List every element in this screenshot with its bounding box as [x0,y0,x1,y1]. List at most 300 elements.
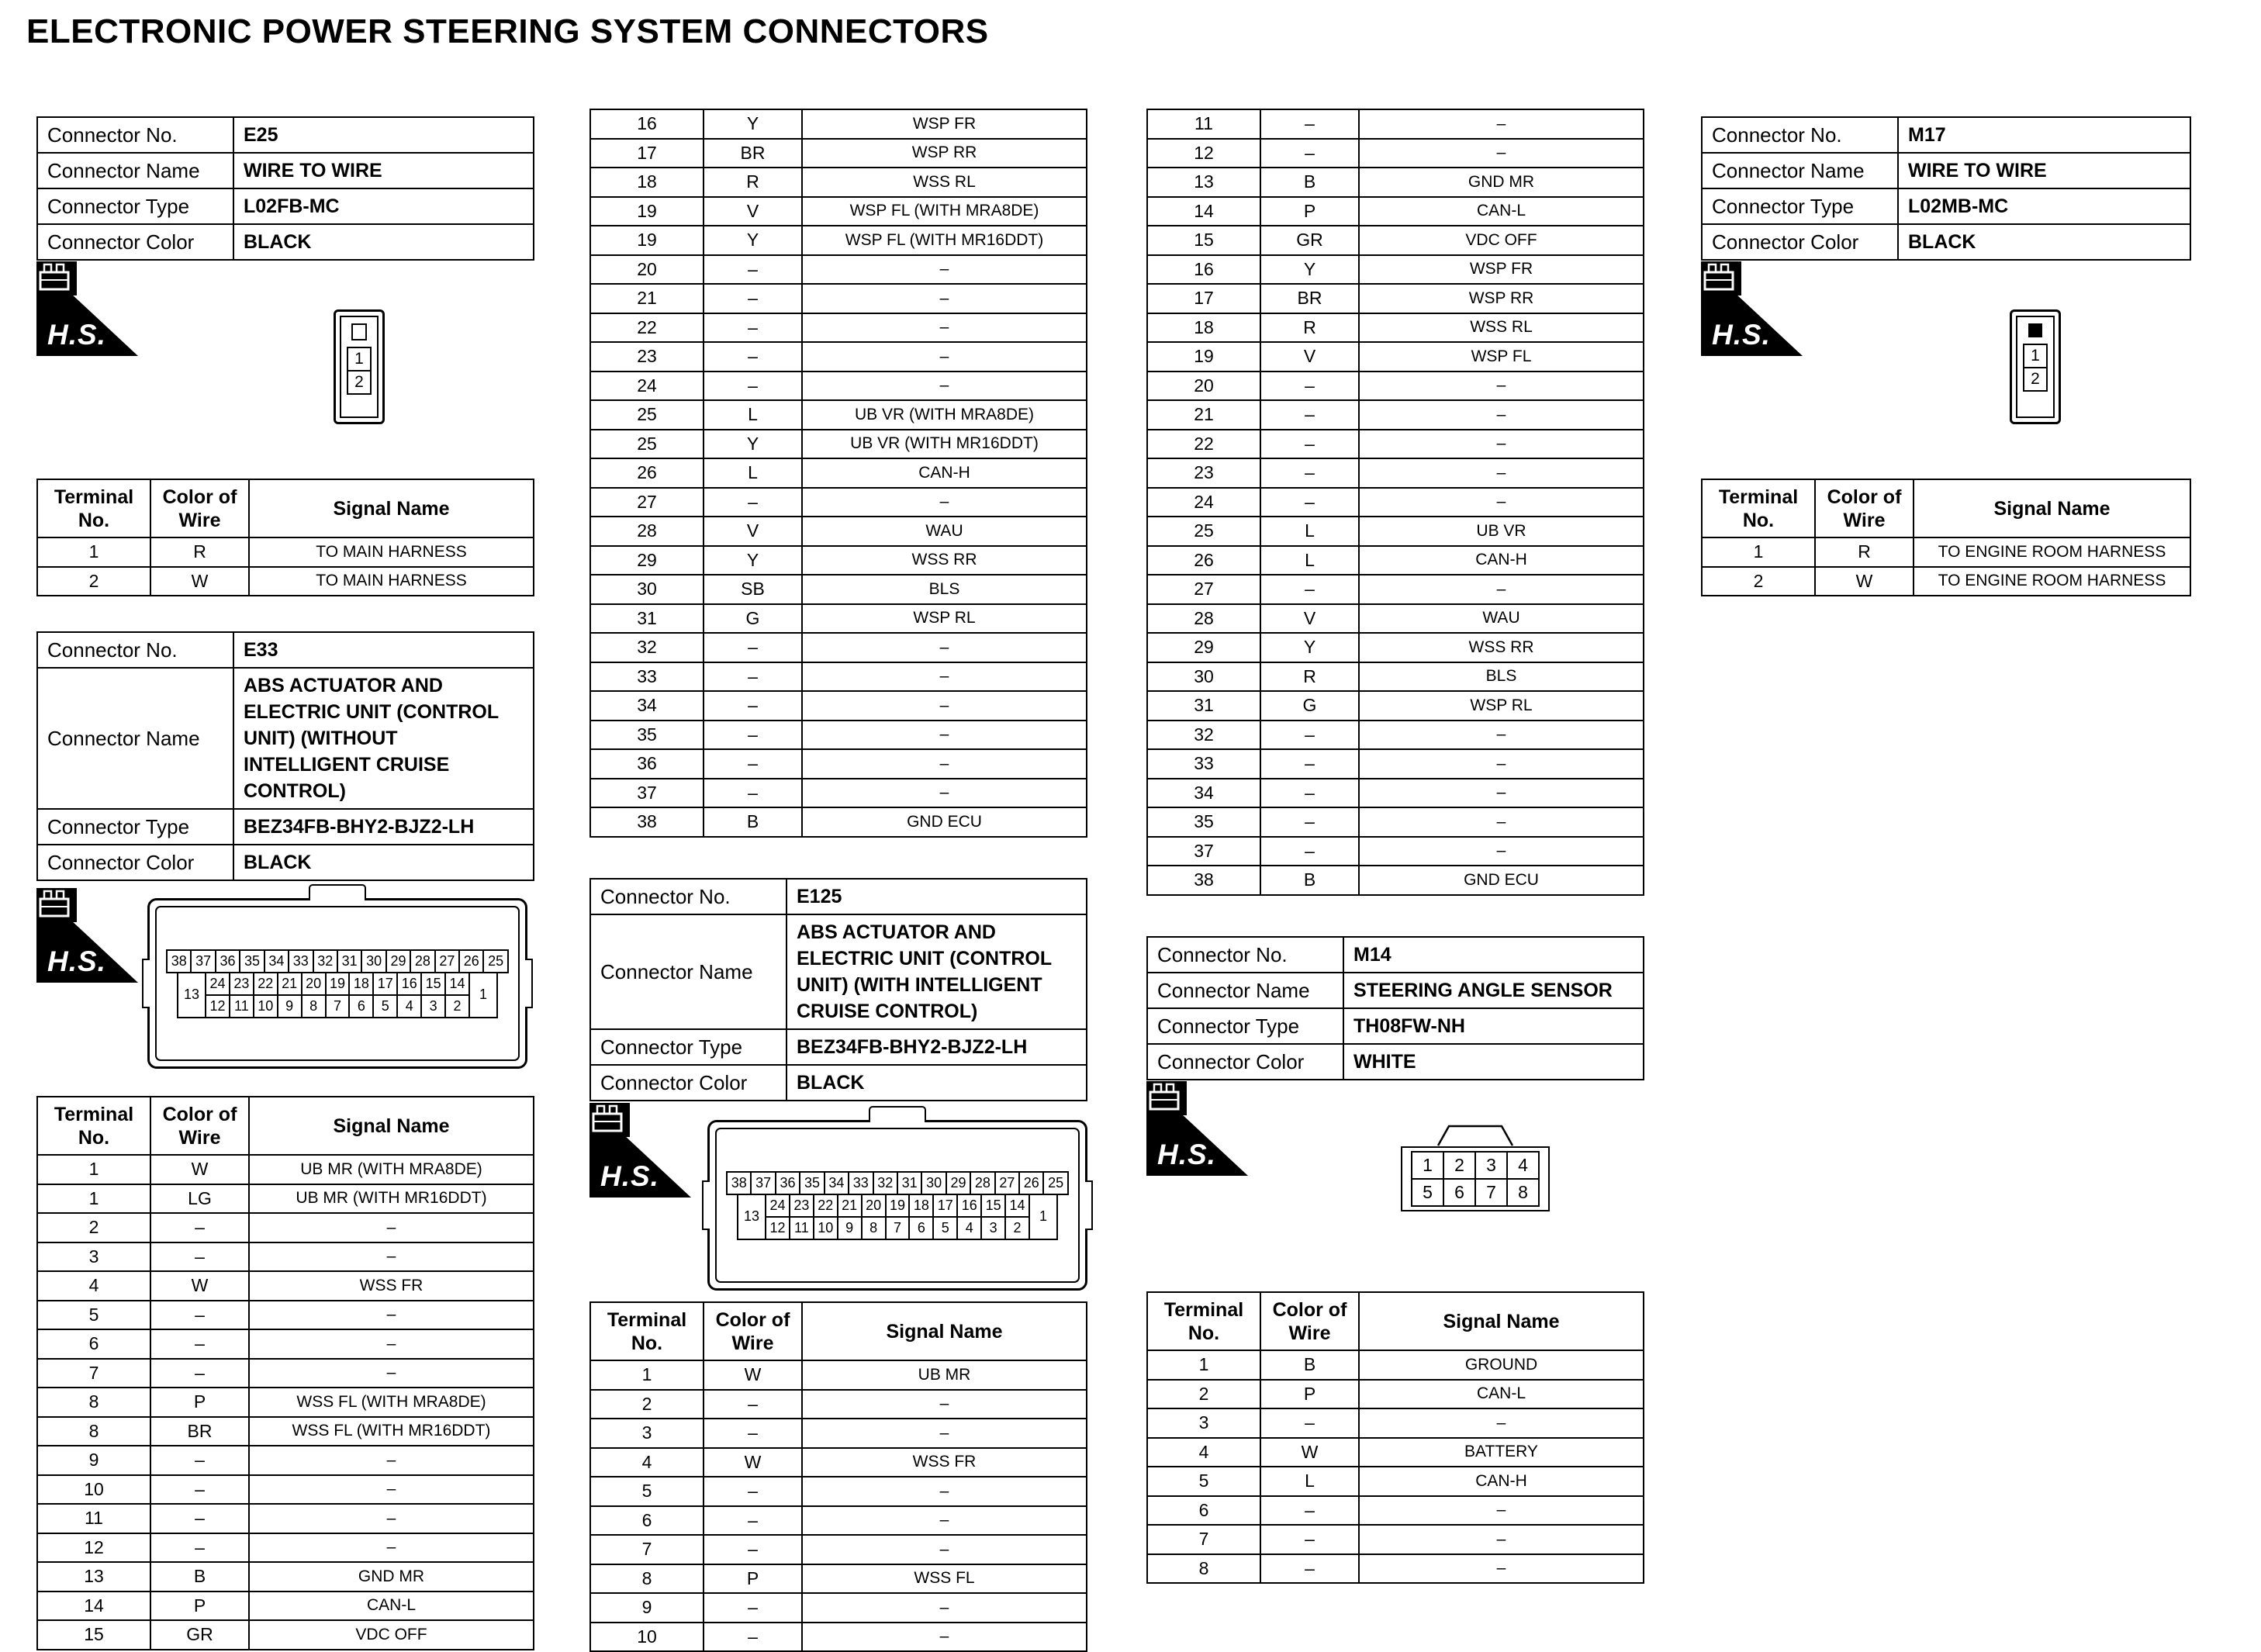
table-cell: L [1260,546,1359,575]
table-cell: 32 [590,633,704,662]
table-cell: BATTERY [1359,1438,1644,1467]
table-cell: 11 [37,1504,150,1533]
table-cell: 4 [1147,1438,1260,1467]
pin-cell: 4 [956,1216,982,1240]
pin-cell: 4 [1506,1151,1540,1180]
pin-row-top [1405,1151,1545,1180]
table-cell: Connector No. [590,879,787,914]
table-cell: 19 [1147,342,1260,372]
table-row [590,633,1087,662]
table-cell: – [150,1504,249,1533]
table-cell: 5 [37,1301,150,1330]
table-cell: BEZ34FB-BHY2-BJZ2-LH [787,1029,1087,1065]
table-row [1147,1438,1644,1467]
table-cell: TO ENGINE ROOM HARNESS [1914,537,2190,567]
table-cell: – [802,749,1087,779]
table-cell: 38 [590,807,704,837]
pin-cell: 37 [750,1171,776,1195]
table-cell: BR [704,139,802,168]
table-cell: WSS RL [1359,313,1644,343]
pin-cell: 1 [347,347,372,372]
pin-cell: 6 [908,1216,934,1240]
table-cell: WIRE TO WIRE [1898,153,2190,188]
table-cell: V [1260,342,1359,372]
table-row [1147,749,1644,779]
table-cell: E25 [233,117,534,153]
pin-cell: 11 [229,994,254,1018]
table-cell: VDC OFF [1359,226,1644,255]
table-row [1702,567,2190,596]
table-cell: 12 [1147,139,1260,168]
pin-cell: 10 [813,1216,838,1240]
table-row [37,1329,534,1359]
pin-cell: 3 [1474,1151,1508,1180]
table-row [37,224,534,260]
table-cell: – [1359,109,1644,139]
table-cell: 20 [1147,372,1260,401]
table-row [37,117,534,153]
col-header-signal-name: Signal Name [802,1302,1087,1360]
table-cell: – [802,633,1087,662]
terminal-table-m14 [1146,1291,1644,1584]
table-cell: Connector Type [37,188,233,224]
table-cell: P [1260,1380,1359,1409]
table-row [1147,226,1644,255]
pin-cell: 32 [313,949,338,973]
table-cell: 1 [1147,1350,1260,1380]
table-cell: W [1260,1438,1359,1467]
hs-mark-m17 [1701,261,1803,356]
table-cell: GND MR [1359,168,1644,197]
table-cell: WAU [1359,604,1644,634]
table-cell: 8 [590,1564,704,1594]
table-cell: 16 [590,109,704,139]
table-cell: – [1359,488,1644,517]
table-cell: CAN-H [1359,546,1644,575]
pin-row-middle [765,1194,1030,1218]
table-cell: WSP RR [1359,284,1644,313]
pin-cell: 31 [337,949,362,973]
connector-key-icon [2028,323,2042,337]
terminal-table-header [1147,1292,1644,1350]
table-cell: 29 [590,546,704,575]
connector-drawing-m17 [2010,309,2061,424]
pin-cell: 22 [253,972,278,996]
table-cell: B [1260,168,1359,197]
table-cell: – [802,662,1087,692]
table-cell: 12 [37,1533,150,1563]
table-row [590,1623,1087,1652]
table-cell: 22 [590,313,704,343]
pin-cell: 2 [347,370,372,395]
table-cell: Connector Type [37,809,233,845]
table-cell: R [704,168,802,197]
table-cell: – [150,1533,249,1563]
table-cell: Connector Name [1702,153,1898,188]
table-cell: CAN-L [1359,197,1644,226]
table-row [590,197,1087,226]
table-cell: – [1260,779,1359,808]
pin-cell: 35 [239,949,264,973]
pin-cell: 7 [1474,1178,1508,1207]
table-row [590,458,1087,488]
table-cell: 5 [590,1477,704,1506]
table-cell: WSP FL (WITH MR16DDT) [802,226,1087,255]
table-cell: 23 [590,342,704,372]
table-row [590,1360,1087,1390]
table-row [37,845,534,880]
table-cell: 34 [590,691,704,721]
hs-label: H.S. [47,319,106,351]
table-cell: Connector No. [1702,117,1898,153]
pin-cell: 36 [215,949,240,973]
table-row [590,546,1087,575]
table-row [590,1065,1087,1101]
table-cell: 17 [590,139,704,168]
table-cell: 2 [590,1390,704,1419]
table-cell: CAN-L [1359,1380,1644,1409]
table-cell: WSP FR [802,109,1087,139]
table-cell: – [704,1419,802,1448]
table-row [590,313,1087,343]
table-cell: WSP FR [1359,255,1644,285]
table-cell: 2 [1702,567,1815,596]
connector-lug-right [525,959,533,1008]
connector-key-icon [351,323,367,340]
pin-cell: 11 [789,1216,814,1240]
table-row [37,668,534,809]
table-cell: SB [704,575,802,604]
table-row [37,1155,534,1184]
table-cell: Y [704,546,802,575]
table-cell: – [704,488,802,517]
table-cell: Connector Name [1147,973,1343,1008]
table-row [590,662,1087,692]
table-cell: L02FB-MC [233,188,534,224]
table-cell: G [704,604,802,634]
table-cell: P [1260,197,1359,226]
pin-cell: 14 [1004,1194,1030,1218]
terminal-table-header [37,479,534,537]
table-cell: Connector Name [37,668,233,809]
table-cell: – [1260,430,1359,459]
pin-cell: 13 [737,1194,766,1240]
pin-cell: 27 [434,949,460,973]
pin-cell: 30 [361,949,386,973]
table-cell: GR [150,1620,249,1650]
table-cell: BLACK [787,1065,1087,1101]
pin-cell: 34 [264,949,289,973]
table-cell: – [150,1446,249,1475]
table-cell: Connector Name [590,914,787,1029]
pin-cell: 21 [277,972,303,996]
table-cell: 31 [1147,691,1260,721]
connector-drawing-m14 [1401,1123,1550,1211]
table-cell: 6 [37,1329,150,1359]
connector-drawing-e33 [147,898,527,1069]
table-cell: UB VR (WITH MR16DDT) [802,430,1087,459]
table-cell: WSS FR [249,1271,534,1301]
table-cell: 8 [1147,1554,1260,1584]
table-row [37,153,534,188]
connector-tab [309,884,366,900]
table-cell: – [704,691,802,721]
pin-cell: 14 [444,972,470,996]
table-cell: WSS RR [1359,633,1644,662]
table-cell: – [704,1506,802,1536]
table-row [590,1593,1087,1623]
pin-cell: 7 [325,994,351,1018]
table-row [590,488,1087,517]
table-cell: E33 [233,632,534,668]
table-cell: WSP FL (WITH MRA8DE) [802,197,1087,226]
table-cell: UB MR (WITH MR16DDT) [249,1184,534,1214]
col-header-terminal-no: Terminal No. [1702,479,1815,537]
table-cell: 23 [1147,458,1260,488]
col-header-signal-name: Signal Name [249,479,534,537]
table-cell: 3 [1147,1408,1260,1438]
table-cell: – [704,749,802,779]
table-cell: – [150,1301,249,1330]
table-row [590,779,1087,808]
table-cell: 26 [1147,546,1260,575]
table-row [1147,400,1644,430]
table-cell: – [704,342,802,372]
table-cell: WSS FL [802,1564,1087,1594]
connector-info-table-e125 [589,878,1087,1101]
table-cell: 1 [37,537,150,567]
table-cell: – [802,1593,1087,1623]
connector-glyph-icon [589,1103,630,1137]
table-cell: 2 [37,1213,150,1242]
table-row [1147,1044,1644,1080]
table-row [37,632,534,668]
table-row [1147,488,1644,517]
table-row [37,1620,534,1650]
hs-label: H.S. [1712,319,1771,351]
pin-cell: 32 [873,1171,898,1195]
table-row [1147,255,1644,285]
table-cell: V [704,517,802,546]
table-cell: Connector Type [1702,188,1898,224]
table-row [37,1446,534,1475]
table-row [37,1213,534,1242]
table-cell: Connector Color [37,224,233,260]
table-cell: Connector Color [1702,224,1898,260]
table-cell: V [704,197,802,226]
table-cell: – [249,1213,534,1242]
pin-row-top [166,949,509,973]
table-row [1147,372,1644,401]
pin-cell: 10 [253,994,278,1018]
table-cell: 14 [37,1592,150,1621]
hs-label: H.S. [47,945,106,977]
table-cell: 13 [1147,168,1260,197]
table-cell: TO MAIN HARNESS [249,567,534,596]
pin-cell: 1 [2023,344,2048,368]
table-cell: – [1359,1554,1644,1584]
pin-cell: 31 [897,1171,922,1195]
table-row [590,1564,1087,1594]
table-cell: – [1359,430,1644,459]
table-row [590,721,1087,750]
pin-rows-lower [737,1194,1058,1240]
pin-cell: 16 [396,972,422,996]
table-cell: BEZ34FB-BHY2-BJZ2-LH [233,809,534,845]
table-row [590,430,1087,459]
table-row [590,1419,1087,1448]
table-cell: – [802,372,1087,401]
pin-cell: 24 [765,1194,790,1218]
table-cell: B [704,807,802,837]
pin-cell: 5 [372,994,398,1018]
table-row [1147,430,1644,459]
table-row [590,517,1087,546]
table-cell: M14 [1343,937,1644,973]
table-cell: Connector Color [37,845,233,880]
connector-housing [340,316,379,418]
table-row [590,1448,1087,1477]
table-cell: – [1260,837,1359,866]
pin-rows-lower [177,972,498,1018]
table-cell: 18 [1147,313,1260,343]
table-row [590,914,1087,1029]
table-cell: 24 [590,372,704,401]
pin-cell: 37 [190,949,216,973]
table-cell: UB VR (WITH MRA8DE) [802,400,1087,430]
table-cell: – [802,284,1087,313]
table-row [37,188,534,224]
table-cell: E125 [787,879,1087,914]
hs-mark-m14 [1146,1081,1248,1176]
table-cell: WSP RL [1359,691,1644,721]
table-cell: M17 [1898,117,2190,153]
pin-cell: 20 [301,972,327,996]
pin-cell: 2 [1443,1151,1476,1180]
table-cell: – [802,779,1087,808]
table-cell: 30 [1147,662,1260,692]
hs-mark-e125 [589,1103,691,1198]
pin-cell: 4 [396,994,422,1018]
table-cell: – [1260,400,1359,430]
pin-cell: 12 [205,994,230,1018]
table-cell: – [1260,109,1359,139]
table-row [1147,168,1644,197]
pin-cell: 28 [410,949,435,973]
pin-cell: 5 [1411,1178,1444,1207]
hs-label: H.S. [1157,1139,1216,1170]
connector-drawing-e25 [334,309,385,424]
table-cell: 9 [590,1593,704,1623]
table-row [1147,1554,1644,1584]
table-cell: 3 [37,1242,150,1272]
table-row [590,284,1087,313]
table-cell: W [704,1448,802,1477]
table-row [1147,342,1644,372]
table-cell: TO MAIN HARNESS [249,537,534,567]
terminal-table-e25 [36,479,534,596]
pin-cell: 1 [1029,1194,1058,1240]
pin-cell: 17 [932,1194,958,1218]
table-cell: – [802,313,1087,343]
table-cell: – [704,633,802,662]
table-row [1147,197,1644,226]
table-cell: R [1260,313,1359,343]
connector-glyph-icon [1701,261,1741,295]
table-cell: GROUND [1359,1350,1644,1380]
table-cell: – [1260,721,1359,750]
table-cell: 8 [37,1417,150,1446]
table-cell: Connector Type [590,1029,787,1065]
pin-row-bottom [1405,1178,1545,1207]
connector-info-table-e33 [36,631,534,881]
table-cell: L02MB-MC [1898,188,2190,224]
table-row [1702,188,2190,224]
pin-cell: 15 [420,972,446,996]
table-cell: – [704,372,802,401]
table-cell: – [249,1301,534,1330]
table-row [37,567,534,596]
table-cell: 15 [37,1620,150,1650]
table-cell: 1 [1702,537,1815,567]
table-cell: TH08FW-NH [1343,1008,1644,1044]
table-cell: 22 [1147,430,1260,459]
table-row [1147,691,1644,721]
pin-cell: 18 [348,972,374,996]
table-cell: – [802,691,1087,721]
table-row [1147,1525,1644,1554]
table-row [590,1029,1087,1065]
table-row [590,1506,1087,1536]
table-row [1147,1008,1644,1044]
table-cell: 6 [590,1506,704,1536]
table-cell: 17 [1147,284,1260,313]
table-cell: – [704,284,802,313]
pin-cell: 25 [482,949,508,973]
table-cell: UB VR [1359,517,1644,546]
col-header-terminal-no: Terminal No. [37,1097,150,1155]
table-row [590,1390,1087,1419]
table-row [1147,517,1644,546]
table-row [37,1592,534,1621]
table-cell: – [249,1242,534,1272]
table-row [37,1504,534,1533]
table-row [1147,284,1644,313]
terminal-table-header [590,1302,1087,1360]
table-cell: 28 [590,517,704,546]
table-cell: W [150,1271,249,1301]
table-cell: 15 [1147,226,1260,255]
table-cell: 36 [590,749,704,779]
pin-cell: 27 [994,1171,1020,1195]
table-cell: – [1359,400,1644,430]
table-cell: 4 [590,1448,704,1477]
table-cell: W [704,1360,802,1390]
table-cell: 2 [37,567,150,596]
table-cell: B [1260,866,1359,895]
table-row [1147,1380,1644,1409]
table-cell: L [704,458,802,488]
connector-lug-left [142,959,150,1008]
table-cell: WIRE TO WIRE [233,153,534,188]
table-cell: P [150,1592,249,1621]
table-cell: WSP RR [802,139,1087,168]
table-cell: – [249,1446,534,1475]
table-row [1147,139,1644,168]
table-cell: – [802,1535,1087,1564]
table-cell: Connector No. [1147,937,1343,973]
hs-label: H.S. [600,1160,659,1192]
